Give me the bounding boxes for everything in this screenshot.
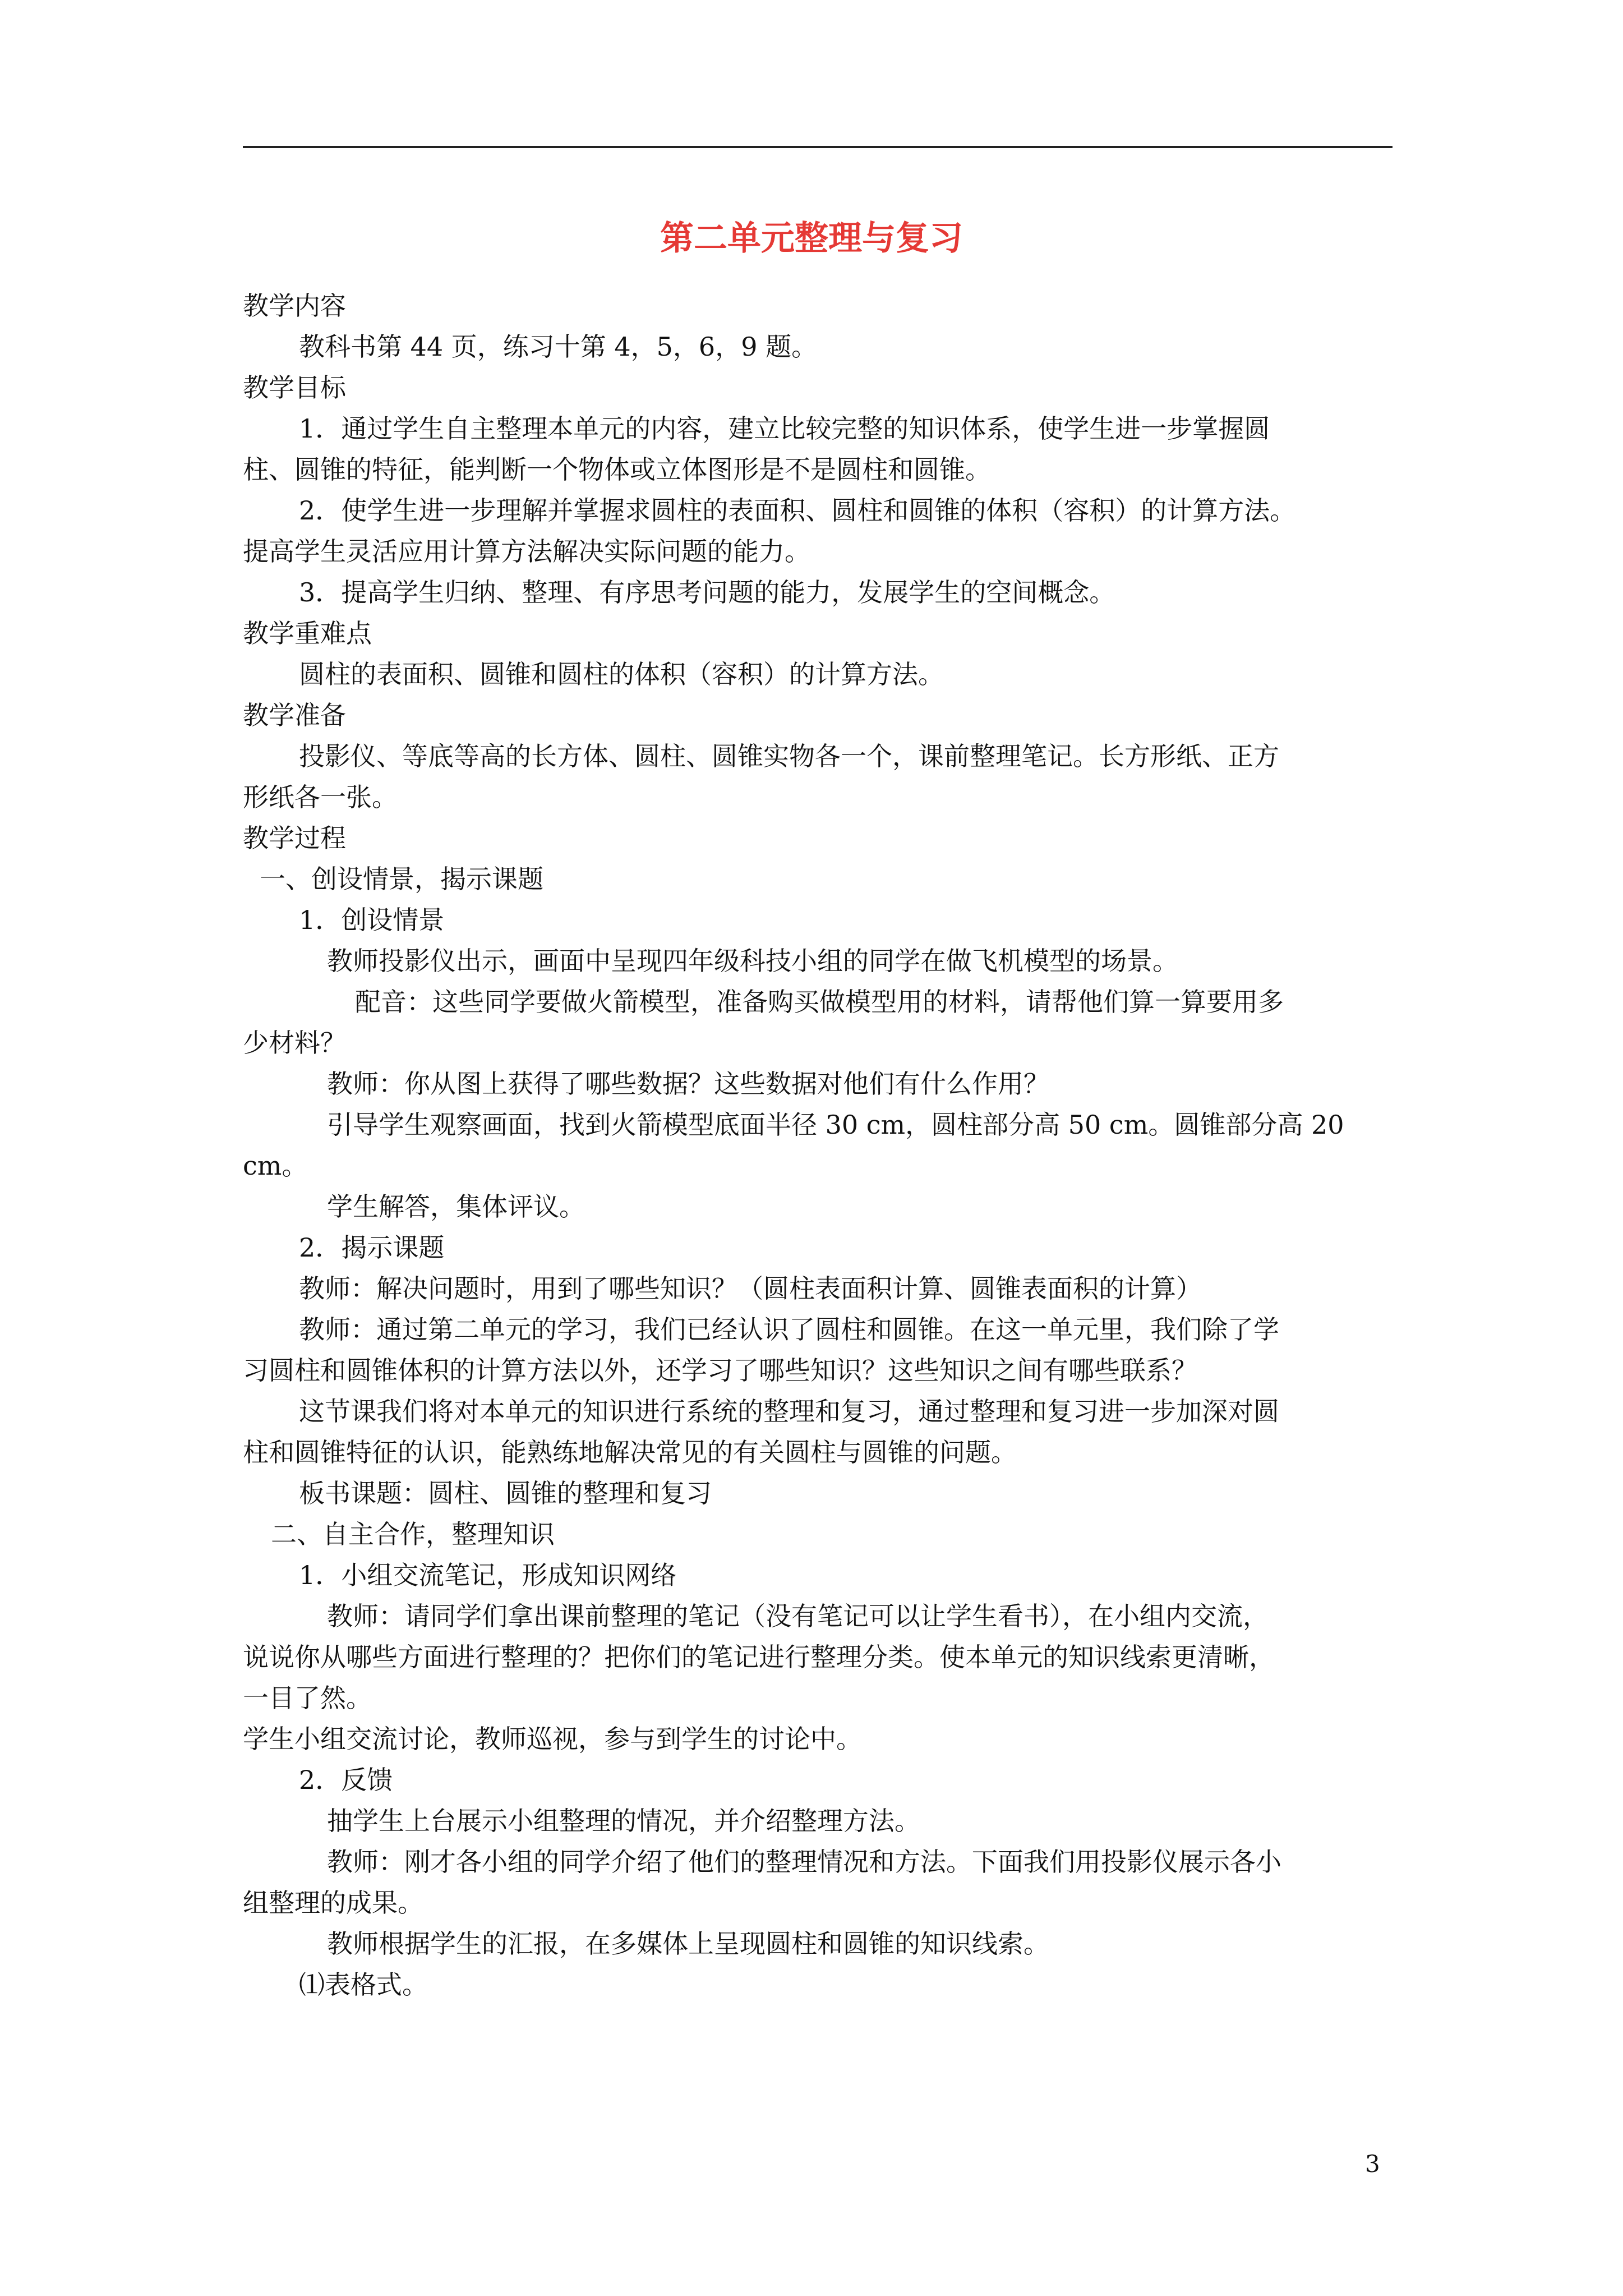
paragraph-line: 教师：请同学们拿出课前整理的笔记（没有笔记可以让学生看书），在小组内交流，: [327, 1601, 1269, 1631]
paragraph-line: 抽学生上台展示小组整理的情况，并介绍整理方法。: [327, 1806, 920, 1836]
paragraph-line: 柱和圆锥特征的认识，能熟练地解决常见的有关圆柱与圆锥的问题。: [243, 1437, 1017, 1467]
paragraph-line: 2．使学生进一步理解并掌握求圆柱的表面积、圆柱和圆锥的体积（容积）的计算方法。: [299, 495, 1296, 526]
header-rule: [243, 146, 1393, 148]
paragraph-line: 学生解答，集体评议。: [327, 1191, 585, 1222]
paragraph-line: 说说你从哪些方面进行整理的？把你们的笔记进行整理分类。使本单元的知识线索更清晰，: [243, 1642, 1275, 1672]
step-heading: 2．反馈: [299, 1765, 393, 1795]
paragraph-line: 教师投影仪出示，画面中呈现四年级科技小组的同学在做飞机模型的场景。: [327, 946, 1178, 976]
section-heading-content: 教学内容: [243, 291, 346, 321]
paragraph-line: 学生小组交流讨论，教师巡视，参与到学生的讨论中。: [243, 1724, 862, 1754]
paragraph-line: 一目了然。: [243, 1683, 372, 1713]
paragraph-line: 教科书第 44 页，练习十第 4，5，6，9 题。: [299, 332, 818, 362]
section-heading-key-points: 教学重难点: [243, 618, 372, 648]
subsection-heading: 一、创设情景，揭示课题: [260, 864, 543, 894]
page-title: 第二单元整理与复习: [660, 219, 963, 258]
page-number: 3: [1365, 2150, 1380, 2178]
section-heading-objectives: 教学目标: [243, 372, 346, 403]
step-heading: 2．揭示课题: [299, 1232, 445, 1263]
section-heading-preparation: 教学准备: [243, 700, 346, 730]
paragraph-line: 引导学生观察画面，找到火箭模型底面半径 30 cm，圆柱部分高 50 cm。圆锥部分高 20: [327, 1110, 1344, 1140]
paragraph-line: 教师：你从图上获得了哪些数据？这些数据对他们有什么作用？: [327, 1069, 1049, 1099]
paragraph-line: 提高学生灵活应用计算方法解决实际问题的能力。: [243, 536, 810, 567]
paragraph-line: 组整理的成果。: [243, 1888, 423, 1918]
paragraph-line: 圆柱的表面积、圆锥和圆柱的体积（容积）的计算方法。: [299, 659, 944, 689]
paragraph-line: 1．通过学生自主整理本单元的内容，建立比较完整的知识体系，使学生进一步掌握圆: [299, 413, 1270, 444]
list-item-marker: ⑴表格式。: [299, 1970, 428, 2000]
paragraph-line: 教师：刚才各小组的同学介绍了他们的整理情况和方法。下面我们用投影仪展示各小: [327, 1847, 1281, 1877]
step-heading: 1．小组交流笔记，形成知识网络: [299, 1560, 677, 1590]
section-heading-process: 教学过程: [243, 823, 346, 853]
paragraph-line: 3．提高学生归纳、整理、有序思考问题的能力，发展学生的空间概念。: [299, 577, 1115, 608]
paragraph-line: 投影仪、等底等高的长方体、圆柱、圆锥实物各一个，课前整理笔记。长方形纸、正方: [299, 741, 1279, 771]
paragraph-line: 少材料？: [243, 1028, 346, 1058]
paragraph-line: 形纸各一张。: [243, 782, 398, 812]
step-heading: 1．创设情景: [299, 905, 445, 935]
paragraph-line: cm。: [243, 1151, 308, 1181]
paragraph-line: 教师：解决问题时，用到了哪些知识？（圆柱表面积计算、圆锥表面积的计算）: [299, 1273, 1202, 1304]
paragraph-line: 板书课题：圆柱、圆锥的整理和复习: [299, 1478, 712, 1508]
paragraph-line: 这节课我们将对本单元的知识进行系统的整理和复习，通过整理和复习进一步加深对圆: [299, 1396, 1279, 1427]
paragraph-line: 教师根据学生的汇报，在多媒体上呈现圆柱和圆锥的知识线索。: [327, 1929, 1049, 1959]
paragraph-line: 教师：通过第二单元的学习，我们已经认识了圆柱和圆锥。在这一单元里，我们除了学: [299, 1314, 1279, 1345]
paragraph-line: 配音：这些同学要做火箭模型，准备购买做模型用的材料，请帮他们算一算要用多: [355, 987, 1284, 1017]
paragraph-line: 柱、圆锥的特征，能判断一个物体或立体图形是不是圆柱和圆锥。: [243, 454, 991, 485]
subsection-heading: 二、自主合作，整理知识: [271, 1519, 555, 1549]
paragraph-line: 习圆柱和圆锥体积的计算方法以外，还学习了哪些知识？这些知识之间有哪些联系？: [243, 1355, 1197, 1386]
